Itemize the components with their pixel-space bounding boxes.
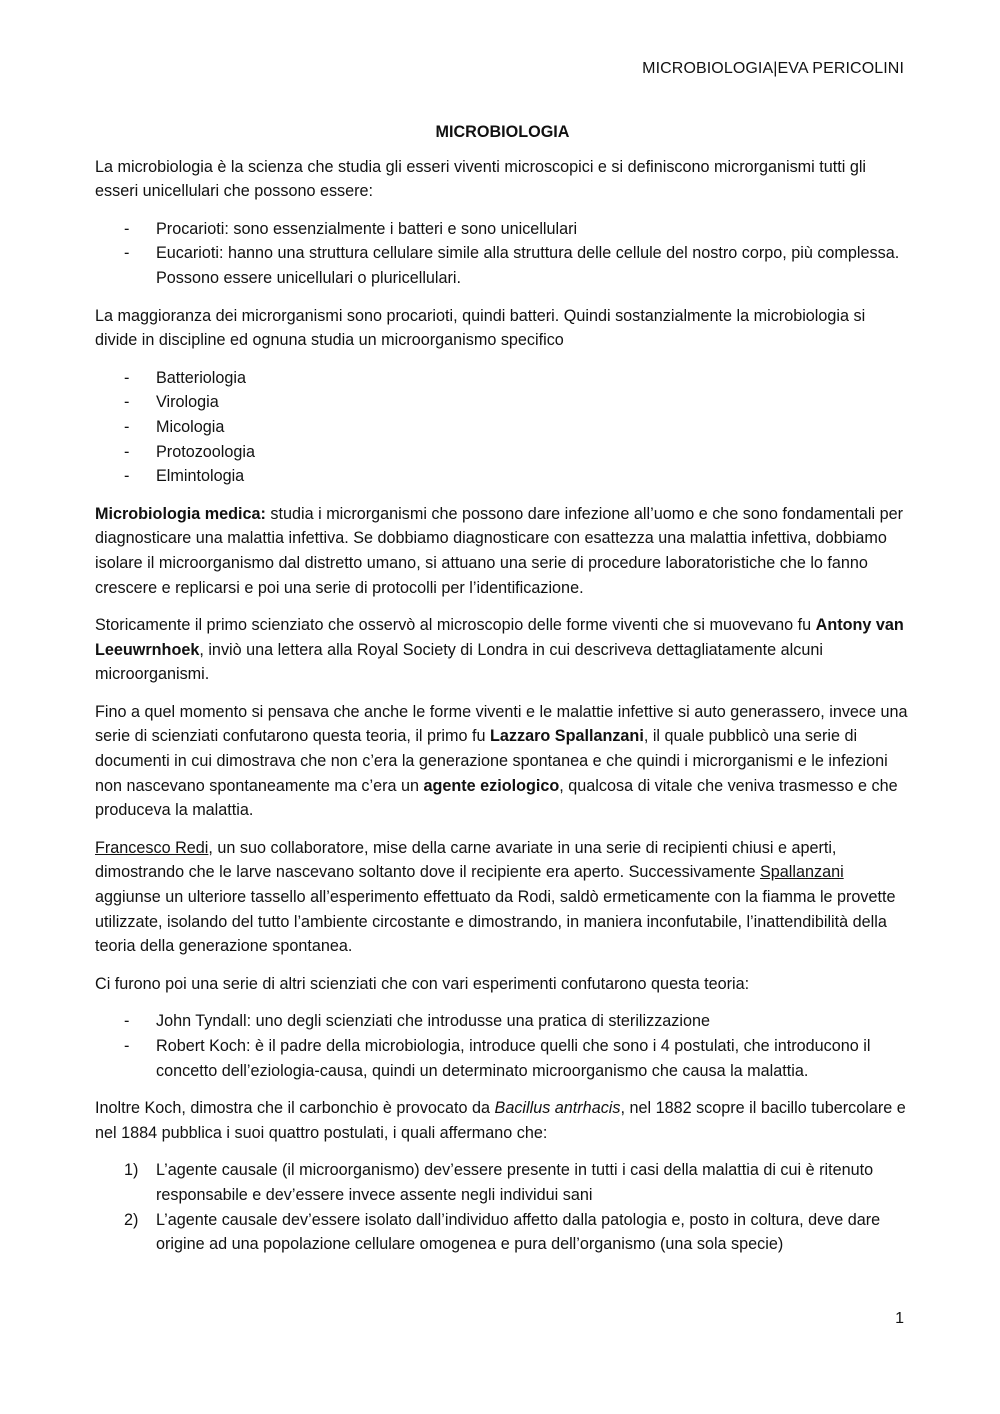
intro-paragraph: La microbiologia è la scienza che studia gli esseri viventi microscopici e si definiscono microrganismi tutti gli esseri unicellulari che possono essere: [95, 157, 867, 201]
scientist-name: Antony van Leeuwrnhoek [95, 616, 904, 659]
history-text: , un suo collaboratore, mise della carne avariate in una serie di recipienti chiusi e aperti, dimostrando che le larve nascevano soltanto dove il recipiente era aperto. Successivamente [95, 838, 837, 882]
postulate-text: L’agente causale (il microorganismo) dev’essere presente in tutti i casi della malattia di cui è ritenuto responsabile e dev’essere invece assente negli individui sani [156, 1161, 874, 1204]
koch-text: Inoltre Koch, dimostra che il carbonchio è provocato da [95, 1099, 495, 1118]
postulate-text: L’agente causale dev’essere isolato dall’individuo affetto dalla patologia e, posto in coltura, deve dare origine ad una popolazione cellulare omogenea e pura dell’organismo (una sola specie) [156, 1210, 881, 1254]
postulates-list [95, 1158, 910, 1256]
list-item [95, 1208, 910, 1257]
majority-paragraph: La maggioranza dei microrganismi sono procarioti, quindi batteri. Quindi sostanzialmente la microbiologia si divide in discipline ed ognuna studia un microorganismo specifico [95, 306, 866, 350]
running-header: MICROBIOLOGIA|EVA PERICOLINI [642, 60, 904, 77]
koch-paragraph [95, 1096, 910, 1145]
list-item: - Elmintologia [95, 464, 910, 489]
history-paragraph-3 [95, 836, 910, 959]
page-number: 1 [895, 1310, 904, 1327]
disciplines-list [95, 366, 910, 489]
list-item: - Protozoologia [95, 440, 910, 465]
history-text: aggiunse un ulteriore tassello all’esperimento effettuato da Rodi, saldò ermeticamente con la fiamma le provette utilizzate, isolando del tutto l’ambiente circostante e dimostrando, in maniera inconfutabile, l’inattendibilità della teoria della generazione spontanea. [95, 888, 896, 956]
list-item: - Virologia [95, 390, 910, 415]
history-text: , inviò una lettera alla Royal Society di Londra in cui descriveva dettagliatamente alcuni microorganismi. [95, 640, 823, 684]
history-paragraph-1 [95, 613, 910, 687]
medical-label: Microbiologia medica: [95, 504, 266, 523]
list-item: - Micologia [95, 415, 910, 440]
organism-types-list [95, 217, 910, 291]
medical-paragraph [95, 502, 910, 600]
scientist-name: Francesco Redi [95, 838, 209, 857]
page-title: MICROBIOLOGIA [435, 123, 570, 141]
species-name: Bacillus antrhacis [494, 1099, 621, 1118]
history-text: Storicamente il primo scienziato che osservò al microscopio delle forme viventi che si muovevano fu [95, 616, 816, 635]
list-number: 1) [124, 1161, 139, 1180]
scientist-name: Spallanzani [759, 863, 844, 882]
medical-text: studia i microrganismi che possono dare infezione all’uomo e che sono fondamentali per diagnosticare una malattia infettiva. Se dobbiamo diagnosticare con esattezza una malattia infettiva, dobbiamo isolare il microorganismo dal distretto umano, si attuano una serie di procedure laboratoristiche che lo fanno crescere e replicarsi e poi una serie di protocolli per l’identificazione. [95, 504, 903, 597]
history-paragraph-4: Ci furono poi una serie di altri scienziati che con vari esperimenti confutarono questa teoria: [95, 974, 750, 993]
list-item: - Eucarioti: hanno una struttura cellulare simile alla struttura delle cellule del nostro corpo, più complessa. Possono essere unicellulari o pluricellulari. [95, 241, 910, 290]
key-term: agente eziologico [423, 776, 560, 795]
history-text: Fino a quel momento si pensava che anche le forme viventi e le malattie infettive si auto generassero, invece una serie di scienziati confutarono questa teoria, il primo fu [95, 702, 908, 746]
list-item: - Batteriologia [95, 366, 910, 391]
page-body [95, 120, 910, 1270]
list-item: - Robert Koch: è il padre della microbiologia, introduce quelli che sono i 4 postulati, che introducono il concetto dell’eziologia-causa, quindi un determinato microorganismo che causa la malattia. [95, 1034, 910, 1083]
list-item: - Procarioti: sono essenzialmente i batteri e sono unicellulari [95, 217, 910, 242]
koch-text: , nel 1882 scopre il bacillo tubercolare e nel 1884 pubblica i suoi quattro postulati, i quali affermano che: [95, 1099, 906, 1142]
scientist-name: Lazzaro Spallanzani [490, 727, 644, 746]
list-number: 2) [124, 1210, 139, 1229]
list-item [95, 1158, 910, 1207]
list-item: - John Tyndall: uno degli scienziati che introdusse una pratica di sterilizzazione [95, 1009, 910, 1034]
history-paragraph-2 [95, 700, 910, 823]
history-text: , qualcosa di vitale che veniva trasmesso e che produceva la malattia. [95, 776, 898, 820]
history-text: , il quale pubblicò una serie di documenti in cui dimostrava che non c’era la generazione spontanea e che quindi i microrganismi e le infezioni non nascevano spontaneamente ma c’era un [95, 727, 888, 795]
scientists-list [95, 1009, 910, 1083]
